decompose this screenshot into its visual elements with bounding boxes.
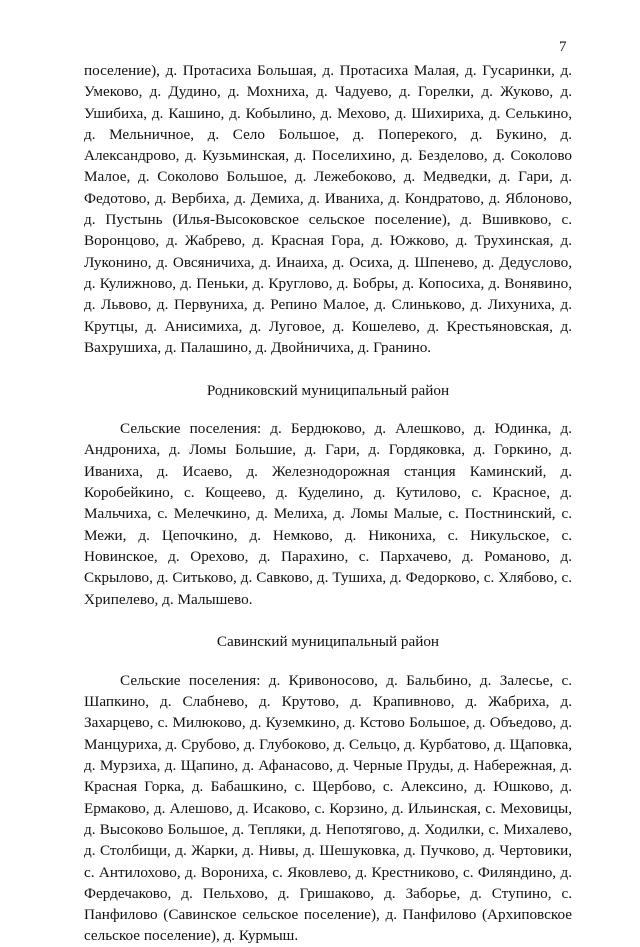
page-number: 7 [559, 39, 567, 55]
intro-paragraph: поселение), д. Протасиха Большая, д. Протасиха Малая, д. Гусаринки, д. Умеково, д. Дудино, д. Мохниха, д. Чадуево, д. Горелки, д. Жуково, д. Ушибиха, д. Кашино, д. Кобылино, д. Мехово, д. Шихириха, д. Селькино, д. Мельничное, д. Село Большое, д. Поперекого, д. Букино, д. Александрово, д. Кузьминская, д. Поселихино, д. Безделово, д. Соколово Малое, д. Соколово Большое, д. Лежебоково, д. Медведки, д. Гари, д. Федотово, д. Вербиха, д. Демиха, д. Иваниха, д. Кондратово, д. Яблоново, д. Пустынь (Илья-Высоковское сельское поселение), д. Вшивково, с. Воронцово, д. Жабрево, д. Красная Гора, д. Южково, д. Трухинская, д. Луконино, д. Овсяничиха, д. Инаиха, д. Осиха, д. Шпенево, д. Дедуслово, д. Кулижново, д. Пеньки, д. Круглово, д. Бобры, д. Копосиха, д. Вонявино, д. Львово, д. Первуниха, д. Репино Малое, д. Слиньково, д. Лихуниха, д. Крутцы, д. Анисимиха, д. Луговое, д. Кошелево, д. Крестьяновская, д. Вахрушиха, д. Палашино, д. Двойничиха, д. Гранино. [84, 62, 572, 356]
savino-district-heading: Савинский муниципальный район [216, 632, 440, 650]
rodniki-district-heading: Родниковский муниципальный район [206, 382, 450, 400]
document-body [84, 60, 572, 947]
savino-paragraph: Сельские поселения: д. Кривоносово, д. Бальбино, д. Залесье, с. Шапкино, д. Слабнево, д. Крутово, д. Крапивново, д. Жабриха, д. Захарцево, с. Милюково, д. Куземкино, д. Кстово Большое, д. Объедово, д. Манцуриха, д. Срубово, д. Глубоково, д. Сельцо, д. Курбатово, д. Щаповка, д. Мурзиха, д. Щапино, д. Афанасово, д. Черные Пруды, д. Набережная, д. Красная Горка, д. Бабашкино, с. Щербово, с. Алексино, д. Юшково, д. Ермаково, д. Алешово, д. Исаково, с. Корзино, д. Ильинская, с. Меховицы, д. Высоково Большое, д. Тепляки, д. Непотягово, д. Ходилки, с. Михалево, д. Столбищи, д. Жарки, д. Нивы, д. Шешуковка, д. Пучково, д. Чертовики, с. Антилохово, д. Ворониха, с. Яковлево, д. Крестниково, с. Филяндино, д. Фердечаково, д. Пельхово, д. Гришаково, д. Заборье, д. Ступино, с. Панфилово (Савинское сельское поселение), д. Панфилово (Архиповское сельское поселение), д. Курмыш. [84, 671, 572, 945]
rodniki-paragraph: Сельские поселения: д. Бердюково, д. Алешково, д. Юдинка, д. Андрониха, д. Ломы Большие, д. Гари, д. Гордяковка, д. Горкино, д. Иваниха, д. Исаево, д. Железнодорожная станция Каминский, д. Коробейкино, с. Кощеево, д. Куделино, д. Кутилово, с. Красное, д. Мальчиха, с. Мелечкино, д. Мелиха, д. Ломы Малые, с. Постнинский, с. Межи, д. Цепочкино, д. Немково, д. Никониха, с. Никульское, с. Новинское, д. Орехово, д. Парахино, с. Пархачево, д. Романово, д. Скрылово, д. Ситьково, д. Савково, д. Тушиха, д. Федорково, с. Хлябово, с. Хрипелево, д. Малышево. [84, 420, 572, 608]
